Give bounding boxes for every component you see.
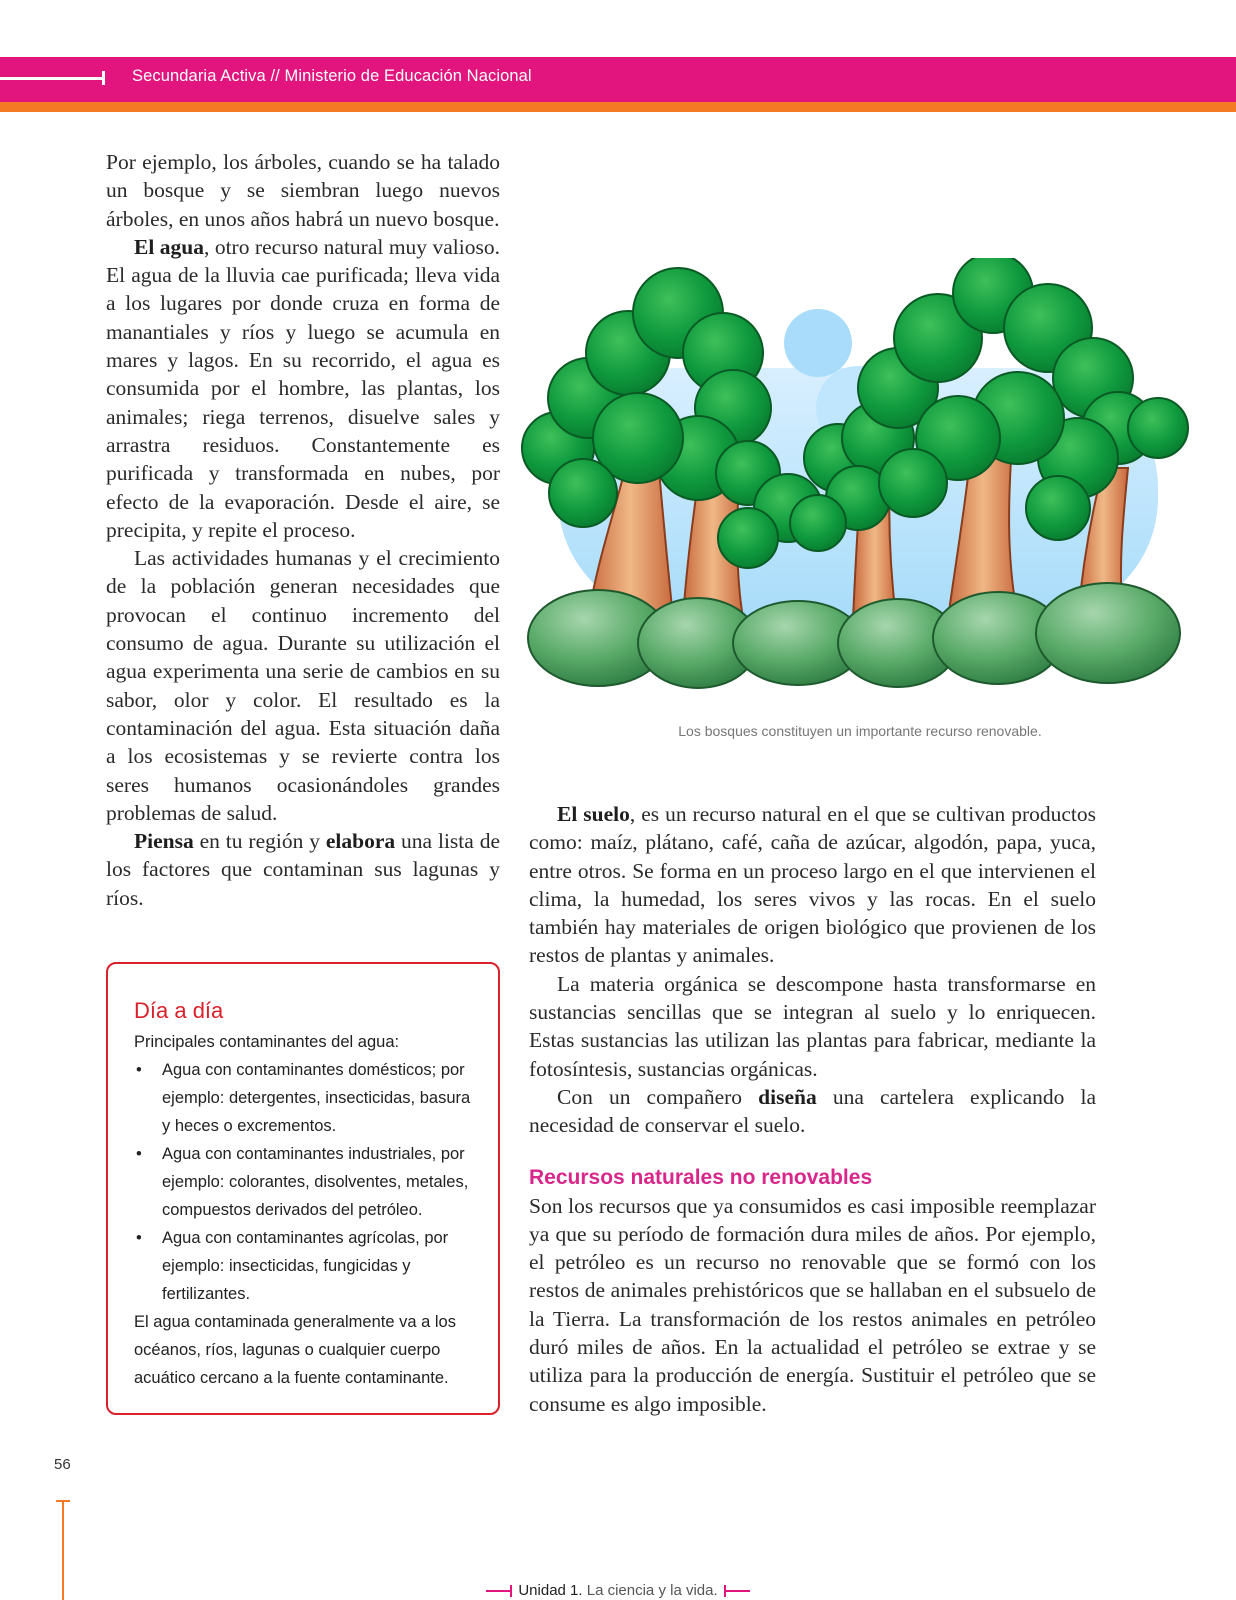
forest-illustration [518, 258, 1198, 698]
right-column [529, 800, 1096, 1418]
section-heading-nonrenewable: Recursos naturales no renovables [529, 1165, 873, 1189]
paragraph-human-activities: Las actividades humanas y el crecimiento de la población generan necesidades que provocan el continuo incremento del consumo de agua. Durante su utilización el agua experimenta una serie de cambios en su sabor, olor y color. El resultado es la contaminación del agua. Esta situación daña a los ecosistemas y se revierte contra los seres humanos ocasionándoles grandes problemas de salud. [106, 546, 500, 825]
term-design: diseña [758, 1084, 817, 1109]
paragraph-design-activity: Con un compañero diseña una cartelera explicando la necesidad de conservar el suelo. [529, 1084, 1096, 1138]
paragraph-activity: Piensa en tu región y elabora una lista de los factores que contaminan sus lagunas y ríos. [106, 829, 500, 910]
day-box-closing: El agua contaminada generalmente va a los océanos, ríos, lagunas o cualquier cuerpo acuático cercano a la fuente contaminante. [134, 1313, 456, 1387]
paragraph-water: El agua, otro recurso natural muy valioso. El agua de la lluvia cae purificada; lleva vida a los lugares por donde cruza en forma de manantiales y ríos y luego se acumula en mares y lagos. En su recorrido, el agua es consumida por el hombre, las plantas, los animales; riega terrenos, disuelve sales y arrastra residuos. Constantemente es purificada y transformada en nubes, por efecto de la evaporación. Desde el aire, se precipita, y repite el proceso. [106, 234, 500, 542]
header-rule-cap [102, 71, 105, 85]
cloud-circle [784, 309, 852, 377]
header-accent-stripe [0, 102, 1236, 112]
footer-unit: Unidad 1. [518, 1582, 583, 1599]
header-title: Secundaria Activa // Ministerio de Educación Nacional [132, 67, 532, 85]
footer-right-mark-icon [724, 1590, 750, 1592]
list-item: • Agua con contaminantes industriales, por ejemplo: colorantes, disolventes, metales, compuestos derivados del petróleo. [134, 1140, 478, 1224]
footer-left-mark-icon [486, 1590, 512, 1592]
paragraph-nonrenewable: Son los recursos que ya consumidos es casi imposible reemplazar ya que su período de formación dura miles de años. Por ejemplo, el petróleo es un recurso no renovable que se formó con los restos de animales prehistóricos que se hallaban en el subsuelo de la Tierra. La transformación de los restos animales en petróleo duró miles de años. En la actualidad el petróleo se extrae y se utiliza para la producción de energía. Sustituir el petróleo que se consume es algo imposible. [529, 1193, 1096, 1416]
contaminants-list [134, 1056, 478, 1308]
footer-unit-title: La ciencia y la vida. [582, 1582, 718, 1599]
paragraph-trees: Por ejemplo, los árboles, cuando se ha talado un bosque y se siembran luego nuevos árboles, en unos años habrá un nuevo bosque. [106, 150, 500, 231]
paragraph-soil: El suelo, es un recurso natural en el que se cultivan productos como: maíz, plátano, café, caña de azúcar, algodón, papa, yuca, entre otros. Se forma en un proceso largo en el que intervienen el clima, la humedad, los seres vivos y las rocas. En el suelo también hay materiales de origen biológico que provienen de los restos de plantas y animales. [529, 802, 1097, 968]
figure-caption: Los bosques constituyen un importante recurso renovable. [678, 723, 1042, 739]
day-to-day-box [106, 962, 500, 1415]
paragraph-organic-matter: La materia orgánica se descompone hasta transformarse en sustancias sencillas que se integran al suelo y lo enriquecen. Estas sustancias las utilizan las plantas para fabricar, mediante la fotosíntesis, sustancias orgánicas. [529, 971, 1096, 1081]
day-box-title: Día a día [134, 998, 224, 1023]
term-think: Piensa [134, 829, 194, 854]
left-column [106, 148, 500, 912]
term-elaborate: elabora [325, 829, 396, 854]
list-item: • Agua con contaminantes agrícolas, por ejemplo: insecticidas, fungicidas y fertilizantes. [134, 1224, 478, 1308]
term-soil: El suelo [557, 802, 630, 826]
term-water: El agua [134, 234, 204, 259]
footer [0, 1582, 1236, 1599]
page-number: 56 [54, 1456, 71, 1473]
header-rule-icon [0, 77, 104, 80]
day-box-intro: Principales contaminantes del agua: [134, 1033, 400, 1051]
list-item: • Agua con contaminantes domésticos; por ejemplo: detergentes, insecticidas, basura y heces o excrementos. [134, 1056, 478, 1140]
